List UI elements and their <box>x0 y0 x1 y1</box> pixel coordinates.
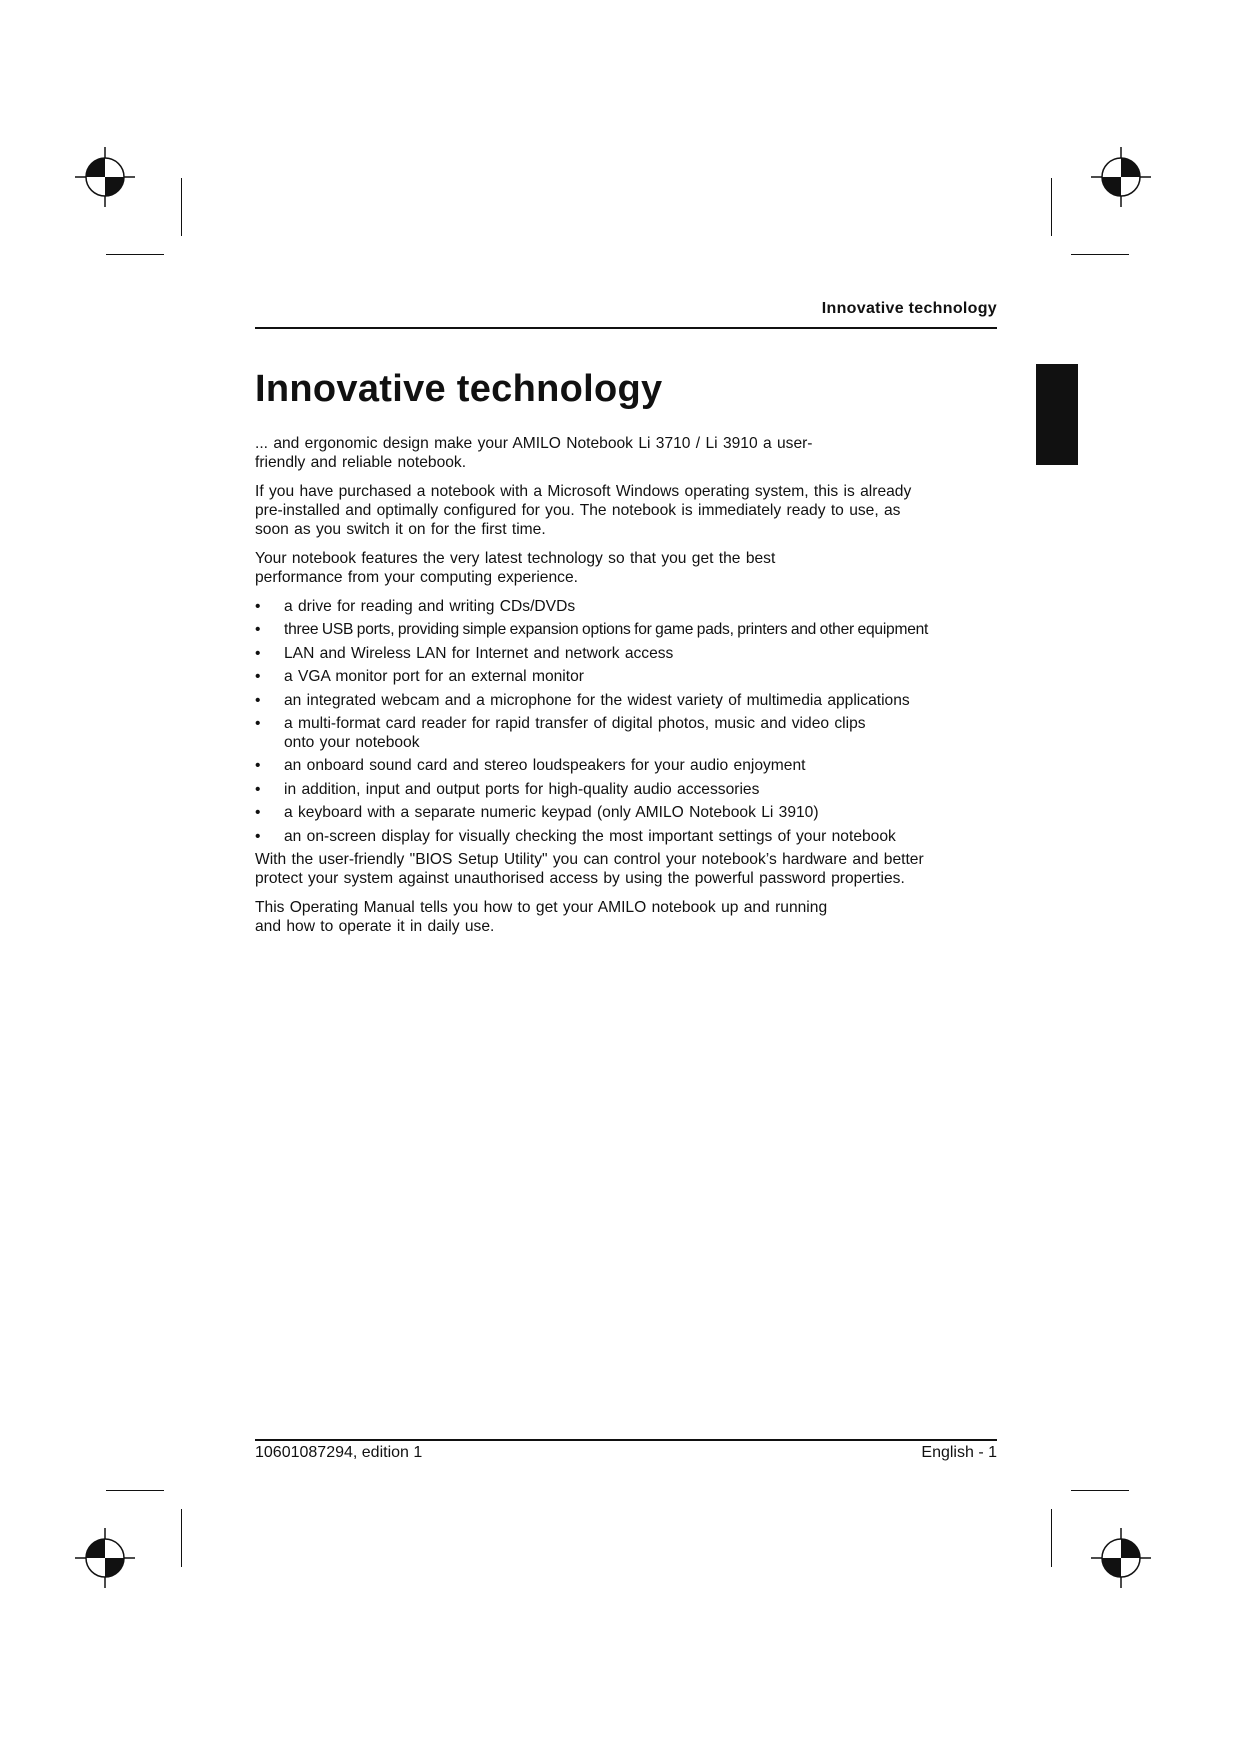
list-item: • an integrated webcam and a microphone for the widest variety of multimedia applications <box>255 691 910 709</box>
list-item: • LAN and Wireless LAN for Internet and network access <box>255 644 674 662</box>
list-item: • in addition, input and output ports for high-quality audio accessories <box>255 780 760 798</box>
list-item: • a drive for reading and writing CDs/DVDs <box>255 598 576 615</box>
bullet: • <box>255 757 261 775</box>
registration-mark-top-left <box>75 147 135 207</box>
body-text <box>255 434 997 946</box>
crop-mark <box>106 254 164 255</box>
bullet: • <box>255 780 261 798</box>
list-item: • three USB ports, providing simple expansion options for game pads, printers and other equipment <box>255 621 929 639</box>
feature-list <box>255 597 997 846</box>
intro-paragraph: ... and ergonomic design make your AMILO Notebook Li 3710 / Li 3910 a user-friendly and reliable notebook. <box>255 435 813 471</box>
list-item: • a multi-format card reader for rapid transfer of digital photos, music and video clips onto your notebook <box>255 714 866 751</box>
list-item: • an on-screen display for visually checking the most important settings of your notebook <box>255 827 896 845</box>
bullet: • <box>255 714 261 732</box>
bullet: • <box>255 827 261 845</box>
crop-mark <box>181 1509 182 1567</box>
crop-mark <box>1051 1509 1052 1567</box>
header-rule <box>255 327 997 329</box>
intro-paragraph: If you have purchased a notebook with a Microsoft Windows operating system, this is already pre-installed and optimally configured for you. The notebook is immediately ready to use, as soon as you switch it on for the first time. <box>255 483 912 538</box>
running-header: Innovative technology <box>821 300 997 317</box>
registration-mark-bottom-left <box>75 1528 135 1588</box>
footer-page-number: English - 1 <box>921 1444 997 1461</box>
footer-edition: 10601087294, edition 1 <box>255 1444 423 1461</box>
bullet: • <box>255 804 261 822</box>
intro-paragraph: Your notebook features the very latest technology so that you get the best performance from your computing experience. <box>255 550 776 586</box>
bullet: • <box>255 598 261 615</box>
closing-paragraph: With the user-friendly "BIOS Setup Utility" you can control your notebook’s hardware and better protect your system against unauthorised access by using the powerful password properties. <box>255 850 924 887</box>
thumb-index-tab <box>1036 364 1078 465</box>
crop-mark <box>1071 254 1129 255</box>
list-item: • a VGA monitor port for an external monitor <box>255 668 584 686</box>
bullet: • <box>255 691 261 709</box>
crop-mark <box>181 178 182 236</box>
bullet: • <box>255 621 261 639</box>
list-item: • an onboard sound card and stereo loudspeakers for your audio enjoyment <box>255 757 806 775</box>
registration-mark-top-right <box>1091 147 1151 207</box>
closing-paragraph: This Operating Manual tells you how to get your AMILO notebook up and running and how to operate it in daily use. <box>255 898 828 935</box>
crop-mark <box>106 1490 164 1491</box>
crop-mark <box>1071 1490 1129 1491</box>
crop-mark <box>1051 178 1052 236</box>
bullet: • <box>255 668 261 686</box>
footer-rule <box>255 1439 997 1441</box>
list-item: • a keyboard with a separate numeric keypad (only AMILO Notebook Li 3910) <box>255 804 819 822</box>
bullet: • <box>255 644 261 662</box>
registration-mark-bottom-right <box>1091 1528 1151 1588</box>
page-title: Innovative technology <box>255 368 663 410</box>
